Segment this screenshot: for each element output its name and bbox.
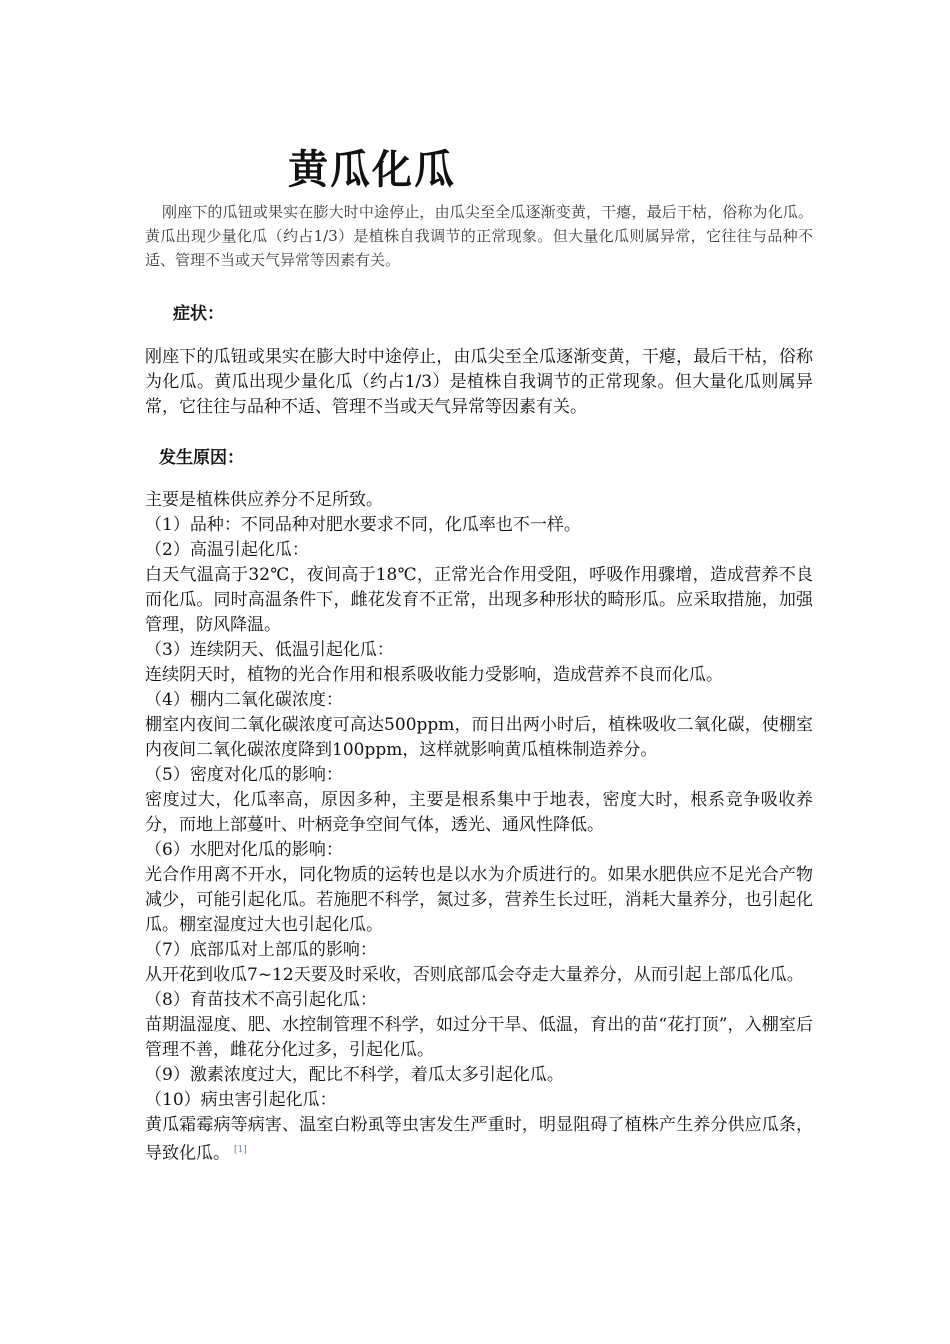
cause-3-heading: （3）连续阴天、低温引起化瓜： xyxy=(145,640,394,660)
cause-2-heading: （2）高温引起化瓜： xyxy=(145,540,309,560)
cause-7-text: 从开花到收瓜7~12天要及时采收，否则底部瓜会夺走大量养分，从而引起上部瓜化瓜。 xyxy=(145,965,804,985)
symptoms-paragraph: 刚座下的瓜钮或果实在膨大时中途停止，由瓜尖至全瓜逐渐变黄，干瘪，最后干枯，俗称为化瓜。黄瓜出现少量化瓜（约占1/3）是植株自我调节的正常现象。但大量化瓜则属异常，它往往与品种不适、管理不当或天气异常等因素有关。 xyxy=(145,347,813,417)
cause-4-heading: （4）棚内二氧化碳浓度： xyxy=(145,690,343,710)
causes-lead: 主要是植株供应养分不足所致。 xyxy=(145,490,383,510)
cause-8-text: 苗期温湿度、肥、水控制管理不科学，如过分干旱、低温，育出的苗“花打顶”，入棚室后管理不善，雌花分化过多，引起化瓜。 xyxy=(145,1015,813,1060)
cause-6-heading: （6）水肥对化瓜的影响： xyxy=(145,840,343,860)
symptoms-heading: 症状： xyxy=(173,304,224,324)
cause-10-paragraph xyxy=(145,1113,813,1167)
causes-heading: 发生原因： xyxy=(159,448,244,468)
page-title: 黄瓜化瓜 xyxy=(288,147,456,193)
cause-8-heading: （8）育苗技术不高引起化瓜： xyxy=(145,990,377,1010)
reference-link[interactable]: [1] xyxy=(234,1145,247,1155)
cause-5-text: 密度过大，化瓜率高，原因多种，主要是根系集中于地表，密度大时，根系竞争吸收养分，而地上部蔓叶、叶柄竞争空间气体，透光、通风性降低。 xyxy=(145,790,813,835)
cause-7-heading: （7）底部瓜对上部瓜的影响： xyxy=(145,940,377,960)
cause-1-heading: （1）品种：不同品种对肥水要求不同，化瓜率也不一样。 xyxy=(145,515,581,535)
cause-3-text: 连续阴天时，植物的光合作用和根系吸收能力受影响，造成营养不良而化瓜。 xyxy=(145,665,723,685)
causes-list xyxy=(145,488,813,1167)
cause-9-heading: （9）激素浓度过大，配比不科学，着瓜太多引起化瓜。 xyxy=(145,1065,564,1085)
cause-10-heading: （10）病虫害引起化瓜： xyxy=(145,1090,337,1110)
cause-4-text: 棚室内夜间二氧化碳浓度可高达500ppm，而日出两小时后，植株吸收二氧化碳，使棚室内夜间二氧化碳浓度降到100ppm，这样就影响黄瓜植株制造养分。 xyxy=(145,715,813,760)
cause-5-heading: （5）密度对化瓜的影响： xyxy=(145,765,343,785)
cause-2-text: 白天气温高于32℃，夜间高于18℃，正常光合作用受阻，呼吸作用骤增，造成营养不良而化瓜。同时高温条件下，雌花发育不正常，出现多种形状的畸形瓜。应采取措施，加强管理，防风降温。 xyxy=(145,565,813,635)
cause-10-text: 黄瓜霜霉病等病害、温室白粉虱等虫害发生严重时，明显阻碍了植株产生养分供应瓜条，导致化瓜。 xyxy=(145,1115,813,1164)
cause-6-text: 光合作用离不开水，同化物质的运转也是以水为介质进行的。如果水肥供应不足光合产物减少，可能引起化瓜。若施肥不科学，氮过多，营养生长过旺，消耗大量养分，也引起化瓜。棚室湿度过大也引起化瓜。 xyxy=(145,865,813,935)
intro-paragraph: 刚座下的瓜钮或果实在膨大时中途停止，由瓜尖至全瓜逐渐变黄，干瘪，最后干枯，俗称为化瓜。黄瓜出现少量化瓜（约占1/3）是植株自我调节的正常现象。但大量化瓜则属异常，它往往与品种不适、管理不当或天气异常等因素有关。 xyxy=(145,203,813,269)
